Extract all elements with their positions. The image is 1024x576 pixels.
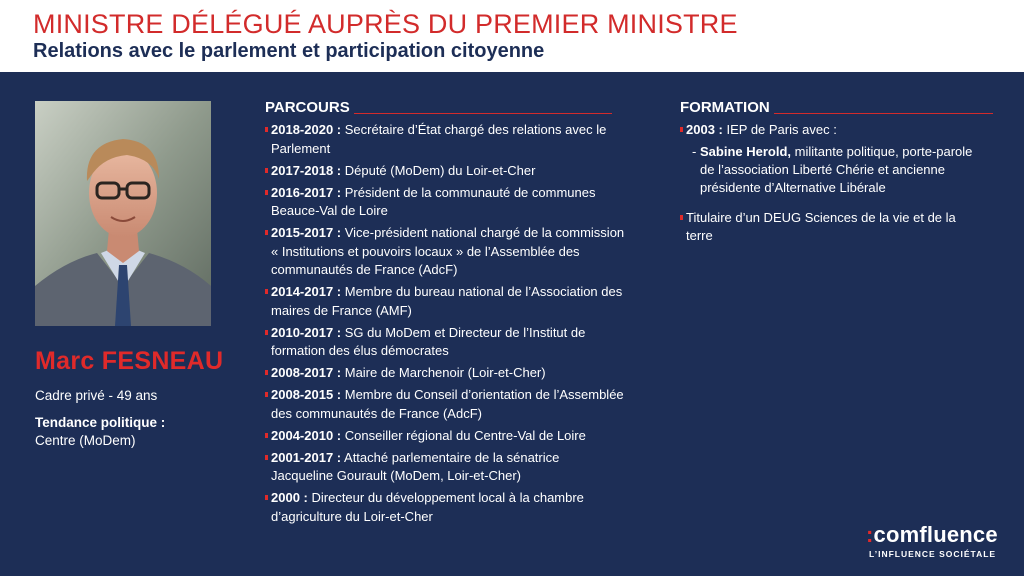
logo-word: comfluence	[873, 522, 998, 547]
formation-heading-text: FORMATION	[680, 99, 770, 116]
parcours-item	[265, 364, 625, 383]
parcours-heading	[265, 100, 612, 115]
parcours-text: Vice-président national chargé de la commission « Institutions et pouvoirs locaux » de l’Assemblée des communautés de France (AdcF)	[271, 225, 625, 277]
parcours-item	[265, 449, 625, 486]
dash-marker: -	[692, 144, 697, 159]
bullet-marker	[265, 455, 268, 460]
page-subtitle: Relations avec le parlement et participation citoyenne	[33, 40, 545, 62]
parcours-text: Membre du bureau national de l’Association des maires de France (AMF)	[271, 284, 623, 318]
parcours-item	[265, 427, 625, 446]
bullet-marker	[265, 433, 268, 438]
parcours-item	[265, 283, 625, 320]
bullet-marker	[680, 215, 683, 220]
parcours-years: 2000 :	[271, 490, 308, 505]
formation-text: Titulaire d’un DEUG Sciences de la vie et de la terre	[686, 210, 956, 243]
page-title: MINISTRE DÉLÉGUÉ AUPRÈS DU PREMIER MINISTRE	[33, 9, 738, 39]
formation-sub-text: militante politique, porte-parole de l’association Liberté Chérie et ancienne présidente d’Alternative Libérale	[700, 144, 973, 195]
formation-text: IEP de Paris avec :	[722, 122, 837, 137]
parcours-text: Directeur du développement local à la chambre d’agriculture du Loir-et-Cher	[271, 490, 584, 524]
bullet-marker	[265, 370, 268, 375]
parcours-heading-rule	[354, 113, 612, 114]
bullet-marker	[265, 289, 268, 294]
parcours-item	[265, 386, 625, 423]
comfluence-logo	[866, 524, 1006, 559]
logo-wordmark	[866, 524, 1006, 546]
parcours-item	[265, 489, 625, 526]
formation-heading	[680, 100, 993, 115]
political-tendency-value: Centre (MoDem)	[35, 433, 136, 448]
parcours-years: 2017-2018 :	[271, 162, 342, 178]
parcours-item	[265, 324, 625, 361]
portrait-illustration	[35, 101, 211, 326]
parcours-years: 2001-2017 :	[271, 449, 342, 465]
bullet-marker	[265, 230, 268, 235]
person-role: Cadre privé - 49 ans	[35, 388, 158, 403]
formation-sub-name: Sabine Herold,	[700, 144, 792, 159]
bullet-marker	[265, 392, 268, 397]
bullet-marker	[265, 330, 268, 335]
formation-list	[680, 121, 980, 245]
parcours-years: 2004-2010 :	[271, 427, 342, 443]
parcours-years: 2014-2017 :	[271, 284, 342, 299]
parcours-text: SG du MoDem et Directeur de l’Institut de formation des élus démocrates	[271, 324, 586, 358]
formation-item	[680, 209, 980, 245]
parcours-item	[265, 162, 625, 181]
formation-sub-item	[686, 143, 980, 197]
parcours-text: Secrétaire d’État chargé des relations avec le Parlement	[271, 122, 607, 156]
bullet-marker	[265, 168, 268, 173]
bullet-marker	[265, 190, 268, 195]
political-tendency-label: Tendance politique :	[35, 415, 166, 430]
person-name: Marc FESNEAU	[35, 347, 224, 375]
parcours-years: 2015-2017 :	[271, 225, 342, 240]
parcours-text: Membre du Conseil d’orientation de l’Assemblée des communautés de France (AdcF)	[271, 387, 624, 421]
formation-year: 2003 :	[686, 122, 723, 137]
parcours-text: Député (MoDem) du Loir-et-Cher	[341, 162, 536, 178]
header-banner	[0, 0, 1024, 72]
parcours-years: 2008-2015 :	[271, 387, 342, 402]
formation-heading-rule	[774, 113, 993, 114]
parcours-item	[265, 121, 625, 158]
portrait-photo	[35, 101, 211, 326]
parcours-text: Maire de Marchenoir (Loir-et-Cher)	[341, 365, 546, 380]
parcours-years: 2010-2017 :	[271, 324, 342, 340]
parcours-list	[265, 121, 625, 530]
bullet-marker	[265, 127, 268, 132]
parcours-text: Président de la communauté de communes Beauce-Val de Loire	[271, 184, 596, 218]
parcours-heading-text: PARCOURS	[265, 99, 350, 116]
logo-tagline: L’INFLUENCE SOCIÉTALE	[869, 549, 997, 559]
parcours-item	[265, 184, 625, 221]
parcours-text: Conseiller régional du Centre-Val de Loire	[341, 427, 586, 443]
logo-colon: :	[866, 522, 874, 547]
parcours-item	[265, 224, 625, 280]
parcours-years: 2008-2017 :	[271, 365, 342, 380]
formation-item	[680, 121, 980, 197]
parcours-text: Attaché parlementaire de la sénatrice Jacqueline Gourault (MoDem, Loir-et-Cher)	[271, 449, 560, 483]
parcours-years: 2016-2017 :	[271, 184, 342, 200]
bullet-marker	[265, 495, 268, 500]
bullet-marker	[680, 127, 683, 132]
parcours-years: 2018-2020 :	[271, 122, 342, 137]
